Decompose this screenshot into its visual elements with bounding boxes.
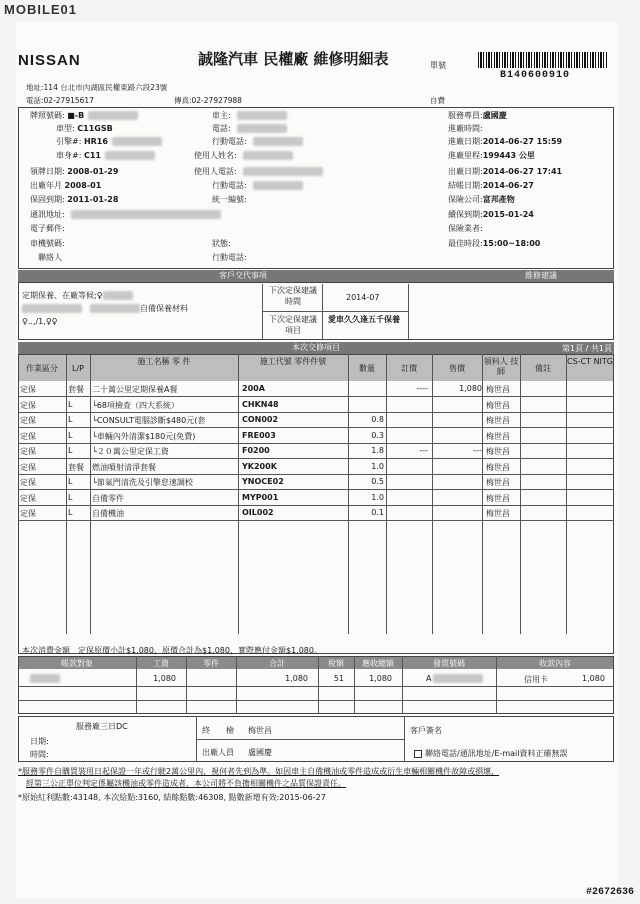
service-field: 保險公司:富邦產物 <box>448 195 515 204</box>
vehicle-field: 聯絡人 <box>38 253 62 262</box>
owner-field: 使用人電話: <box>194 166 323 177</box>
table-cell-zone: 定保 <box>20 462 36 472</box>
table-cell-name: 燃油噴射清淨套餐 <box>92 462 156 472</box>
payment-col-header: 發票號碼 <box>433 659 465 668</box>
table-cell-qty: 1.0 <box>371 492 384 502</box>
table-cell-lp: L <box>68 399 73 409</box>
vehicle-field: 引擎#: HR16 <box>56 136 162 147</box>
brand-logo: NISSAN <box>18 52 81 69</box>
table-cell-tech: 梅世昌 <box>486 385 510 394</box>
page-indicator: 第1頁 / 共1頁 <box>562 344 612 353</box>
table-cell-name: └68項檢查（四大系統） <box>92 400 179 410</box>
vehicle-field: 牌照號碼: ■-B <box>30 110 138 121</box>
work-col-header: 施工名稱 零 件 <box>137 357 191 366</box>
table-cell-name: 自備零件 <box>92 493 124 503</box>
owner-field: 行動電話: <box>212 136 303 147</box>
table-cell-qty: 0.1 <box>371 508 384 517</box>
vehicle-field: 保固到期: 2011-01-28 <box>30 195 119 204</box>
table-cell-zone: 定保 <box>20 509 36 518</box>
table-cell-price: 1,080 <box>459 384 482 393</box>
work-col-header: 作業區分 <box>26 364 58 373</box>
next-time-label: 下次定保建議時間 <box>269 286 317 306</box>
table-cell-lp: 套餐 <box>68 462 84 472</box>
table-cell-tech: 梅世昌 <box>486 400 510 410</box>
vehicle-field: 車機號碼: <box>30 239 65 248</box>
table-cell-tech: 梅世昌 <box>486 431 510 441</box>
owner-field: 狀態: <box>212 239 231 248</box>
table-cell-code: OIL002 <box>242 508 274 517</box>
table-cell-tech: 梅世昌 <box>486 462 510 472</box>
table-cell-zone: 定保 <box>20 416 36 425</box>
payment-col-header: 稅額 <box>328 659 344 668</box>
date-label: 日期: <box>30 737 49 746</box>
watermark-logo: MOBILE01 <box>4 2 78 17</box>
bonus-points-note: *原始紅利點數:43148, 本次給點:3160, 結餘點數:46308, 點數新增有效:2015-06-27 <box>18 793 326 802</box>
next-item-value: 愛車久久逢五千保養 <box>328 315 400 324</box>
service-field: 進廠日期:2014-06-27 15:59 <box>448 137 563 146</box>
work-col-header: CS-CT NITG <box>567 357 613 366</box>
table-cell-name: └節氣門清洗及引擎怠速調校 <box>92 478 193 487</box>
table-cell-code: FRE003 <box>242 430 276 440</box>
customer-note-1: 定期保養、在廠等候;♀ <box>22 290 133 301</box>
service-field: 出廠日期:2014-06-27 17:41 <box>448 167 563 176</box>
owner-field: 電話: <box>212 123 287 134</box>
table-cell-code: YNOCE02 <box>242 477 284 486</box>
next-time-value: 2014-07 <box>346 293 380 302</box>
payment-col-header: 應收總額 <box>362 659 394 668</box>
table-cell-tech: 梅世昌 <box>486 493 510 503</box>
payment-due: 1,080 <box>369 674 392 683</box>
work-col-header: 施工代號 零件件號 <box>259 357 327 366</box>
vehicle-field: 車型: C11GSB <box>56 124 113 133</box>
table-cell-name: 二十萬公里定期保養A餐 <box>92 385 178 394</box>
owner-field: 統一編號: <box>212 195 247 204</box>
table-cell-lp: L <box>68 430 73 440</box>
service-field: 保險業者: <box>448 224 483 233</box>
work-col-header: 數量 <box>359 364 375 373</box>
final-inspect-label: 終 檢 <box>202 726 234 735</box>
barcode-label: 單號 <box>430 61 446 70</box>
vehicle-field: 車身#: C11 <box>56 150 155 161</box>
payment-invoice: A <box>426 674 483 683</box>
table-cell-code: YK200K <box>242 461 277 471</box>
table-cell-lp: L <box>68 477 73 486</box>
table-cell-qty: 0.8 <box>371 415 384 424</box>
service-field: 最佳時段:15:00~18:00 <box>448 239 541 248</box>
table-cell-qty: 0.3 <box>371 430 384 440</box>
work-col-header: 訂價 <box>401 364 417 373</box>
work-col-header: 備註 <box>535 364 551 373</box>
table-cell-name: └２０萬公里定保工資 <box>92 447 169 456</box>
table-cell-zone: 定保 <box>20 493 36 503</box>
owner-field: 行動電話: <box>212 253 247 262</box>
customer-note-2: 自備保養材料 <box>22 303 188 314</box>
service-field: 進廠里程:199443 公里 <box>448 151 535 160</box>
table-cell-qty: 1.8 <box>371 446 384 455</box>
owner-field: 車主: <box>212 110 287 121</box>
table-cell-tech: 梅世昌 <box>486 416 510 425</box>
work-items-header: 本次交修項目 <box>18 342 614 354</box>
table-cell-lp: L <box>68 508 73 517</box>
release-staff-label: 出廠人員 <box>202 748 234 757</box>
customer-note-3: ♀..,/1,♀♀ <box>22 317 58 326</box>
table-cell-zone: 定保 <box>20 400 36 410</box>
table-cell-qty: 1.0 <box>371 461 384 471</box>
factory-label: 服務廠三日DC <box>76 722 128 731</box>
barcode-image <box>478 52 608 68</box>
document-title: 誠隆汽車 民權廠 維修明細表 <box>198 50 389 68</box>
table-cell-code: 200A <box>242 384 265 393</box>
pay-type: 自費 <box>430 96 445 105</box>
payment-labor: 1,080 <box>153 674 176 683</box>
table-cell-name: └車輛內外清潔$180元(免費) <box>92 431 196 441</box>
payment-col-header: 合計 <box>269 659 285 668</box>
final-inspect-name: 梅世昌 <box>248 726 272 735</box>
table-cell-zone: 定保 <box>20 385 36 394</box>
table-cell-zone: 定保 <box>20 431 36 441</box>
table-cell-qty: 0.5 <box>371 477 384 486</box>
service-field: 結帳日期:2014-06-27 <box>448 181 534 190</box>
vehicle-field: 電子郵件: <box>30 224 65 233</box>
total-summary: 本次消費金額 定保原價小計$1,080，原價合計為$1,080，實際應付金額$1,080。 <box>22 646 322 655</box>
payment-col-header: 工資 <box>153 659 169 668</box>
vehicle-field: 通訊地址: <box>30 209 221 220</box>
phone: 電話:02-27915617 <box>26 96 94 105</box>
table-cell-code: F0200 <box>242 446 270 455</box>
table-cell-zone: 定保 <box>20 447 36 456</box>
payment-total: 1,080 <box>285 674 308 683</box>
barcode-number: B140600910 <box>500 70 571 81</box>
table-cell-code: MYP001 <box>242 492 279 502</box>
consent-checkbox[interactable]: 聯絡電話/通訊地址/E-mail資料正確無誤 <box>414 748 567 759</box>
warranty-note-1: *服務零件自購買裝用日起保證一年或行駛2萬公里內，視何者先到為準。如因車主自備機油或零件造成或衍生車輛相關機件故障或損壞， <box>18 767 500 776</box>
customer-notes-header: 客戶交代事項 <box>18 270 468 282</box>
service-field: 服務專員:盧國慶 <box>448 111 507 120</box>
advice-header: 維修建議 <box>468 270 614 282</box>
payment-col-header: 零件 <box>203 659 219 668</box>
payment-tax: 51 <box>333 674 344 683</box>
vehicle-field: 出廠年月 2008-01 <box>30 181 102 190</box>
table-cell-price: --- <box>473 446 482 455</box>
table-cell-zone: 定保 <box>20 478 36 487</box>
payment-amount: 1,080 <box>582 674 605 683</box>
payment-col-header: 帳款對象 <box>61 659 93 668</box>
table-cell-list: --- <box>419 446 428 455</box>
owner-field: 行動電話: <box>212 180 303 191</box>
address: 地址:114 台北市內湖區民權東路六段23號 <box>26 83 168 92</box>
table-cell-tech: 梅世昌 <box>486 447 510 456</box>
table-cell-code: CON002 <box>242 415 279 424</box>
service-field: 進廠時間: <box>448 124 483 133</box>
service-field: 續保到期:2015-01-24 <box>448 210 534 219</box>
work-col-header: 領料人 技師 <box>483 357 519 376</box>
table-cell-lp: 套餐 <box>68 385 84 394</box>
vehicle-field: 領牌日期: 2008-01-29 <box>30 167 119 176</box>
payee-blurred <box>30 674 60 683</box>
table-cell-name: └CONSULT電腦診斷$480元(套 <box>92 416 206 425</box>
payment-col-header: 收款內容 <box>539 659 571 668</box>
work-col-header: L/P <box>72 364 84 373</box>
checkbox-icon <box>414 750 422 758</box>
post-id: #2672636 <box>585 887 634 898</box>
table-cell-list: ---- <box>416 384 428 393</box>
table-cell-lp: L <box>68 415 73 424</box>
owner-field: 使用人姓名: <box>194 150 293 161</box>
table-cell-code: CHKN48 <box>242 399 279 409</box>
warranty-note-2: 經第三公正單位判定係屬該機油或零件造成者，本公司將不負擔相關機件之品質保證責任。 <box>26 779 346 788</box>
payment-method: 信用卡 <box>524 675 548 684</box>
time-label: 時間: <box>30 750 49 759</box>
next-item-label: 下次定保建議項目 <box>269 315 317 335</box>
work-col-header: 售價 <box>449 364 465 373</box>
fax: 傳真:02-27927988 <box>174 96 242 105</box>
table-cell-lp: L <box>68 492 73 502</box>
table-cell-lp: L <box>68 446 73 455</box>
customer-sign-label: 客戶簽名 <box>410 726 442 735</box>
table-cell-tech: 梅世昌 <box>486 509 510 518</box>
table-cell-tech: 梅世昌 <box>486 478 510 487</box>
table-cell-name: 自備機油 <box>92 509 124 518</box>
release-staff-name: 盧國慶 <box>248 748 272 757</box>
repair-statement <box>16 22 618 898</box>
